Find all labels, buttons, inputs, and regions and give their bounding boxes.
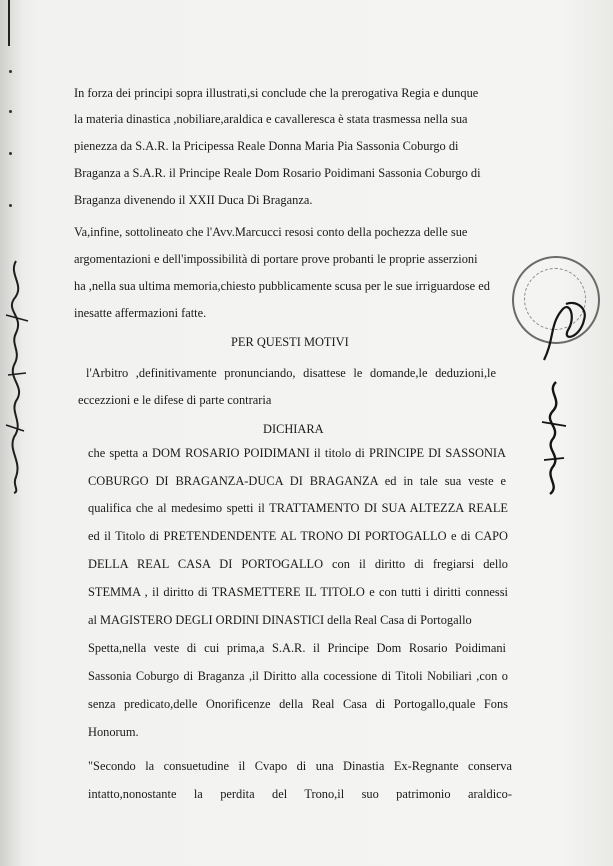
text-line: DELLA REAL CASA DI PORTOGALLO con il diritto di fregiarsi dello: [88, 557, 508, 571]
text-line: ha ,nella sua ultima memoria,chiesto pubblicamente scusa per le sue irriguardose ed: [74, 279, 490, 293]
text-line: l'Arbitro ,definitivamente pronunciando, disattese le domande,le deduzioni,le: [86, 366, 496, 380]
text-line: pienezza da S.A.R. la Pricipessa Reale Donna Maria Pia Sassonia Coburgo di: [74, 139, 459, 153]
binding-dot: [9, 70, 12, 73]
text-line: Sassonia Coburgo di Braganza ,il Diritto alla cocessione di Titoli Nobiliari ,con o: [88, 669, 508, 683]
text-line: Braganza divenendo il XXII Duca Di Braganza.: [74, 193, 313, 207]
right-margin-signature: [532, 378, 576, 496]
text-line: al MAGISTERO DEGLI ORDINI DINASTICI della Real Casa di Portogallo: [88, 613, 472, 627]
text-line: STEMMA , il diritto di TRASMETTERE IL TITOLO e con tutti i diritti connessi: [88, 585, 508, 599]
text-line: eccezzioni e le difese di parte contraria: [78, 393, 272, 407]
binding-dot: [9, 204, 12, 207]
binding-mark: [8, 0, 10, 46]
text-line: ed il Titolo di PRETENDENDENTE AL TRONO DI PORTOGALLO e di CAPO: [88, 529, 508, 543]
text-line: Braganza a S.A.R. il Principe Reale Dom Rosario Poidimani Sassonia Coburgo di: [74, 166, 481, 180]
left-margin-signature: [0, 255, 34, 495]
text-line: COBURGO DI BRAGANZA-DUCA DI BRAGANZA ed in tale sua veste e: [88, 474, 506, 488]
heading-per-questi-motivi: PER QUESTI MOTIVI: [231, 335, 349, 349]
text-line: intatto,nonostante la perdita del Trono,il suo patrimonio araldico-: [88, 787, 512, 801]
text-line: argomentazioni e dell'impossibilità di portare prove probanti le proprie asserzioni: [74, 252, 478, 266]
binding-dot: [9, 110, 12, 113]
text-line: che spetta a DOM ROSARIO POIDIMANI il titolo di PRINCIPE DI SASSONIA: [88, 446, 506, 460]
text-line: Spetta,nella veste di cui prima,a S.A.R. il Principe Dom Rosario Poidimani: [88, 641, 506, 655]
text-line: inesatte affermazioni fatte.: [74, 306, 207, 320]
text-line: Honorum.: [88, 725, 139, 739]
text-line: "Secondo la consuetudine il Cvapo di una Dinastia Ex-Regnante conserva: [88, 759, 512, 773]
text-line: la materia dinastica ,nobiliare,araldica e cavalleresca è stata trasmessa nella sua: [74, 112, 468, 126]
text-line: In forza dei principi sopra illustrati,si conclude che la prerogativa Regia e dunque: [74, 86, 479, 100]
text-line: senza predicato,delle Onorificenze della Real Casa di Portogallo,quale Fons: [88, 697, 508, 711]
text-line: Va,infine, sottolineato che l'Avv.Marcucci resosi conto della pochezza delle sue: [74, 225, 468, 239]
stamp-signature: [536, 280, 596, 370]
text-line: qualifica che al medesimo spetti il TRATTAMENTO DI SUA ALTEZZA REALE: [88, 501, 508, 515]
binding-dot: [9, 152, 12, 155]
heading-dichiara: DICHIARA: [263, 422, 324, 436]
